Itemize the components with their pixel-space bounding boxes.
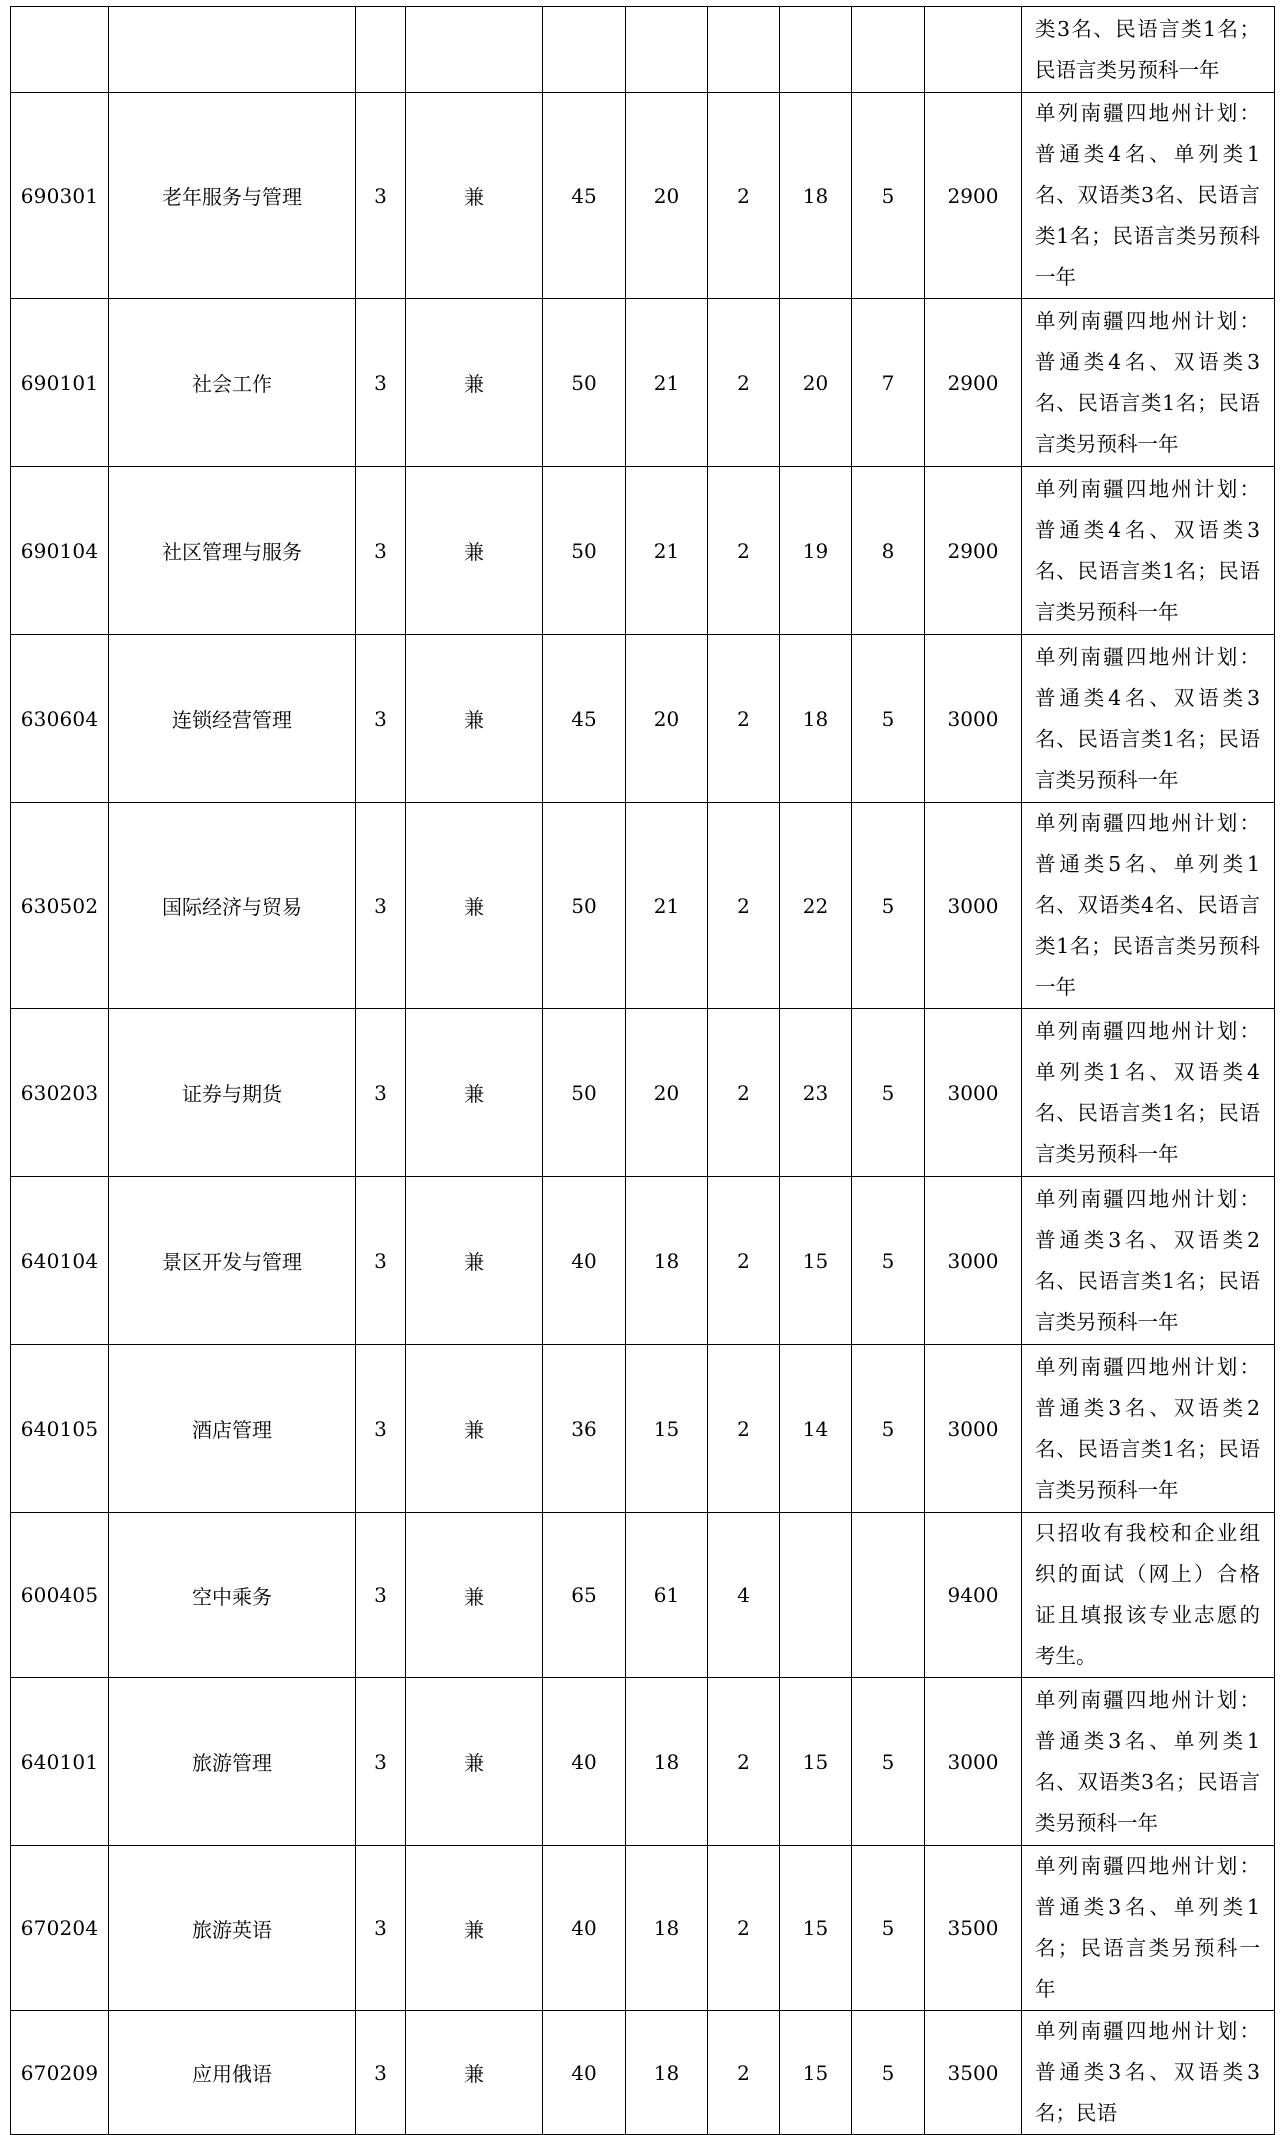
plan-count-a-cell: 15 <box>626 1345 708 1513</box>
plan-total-cell: 45 <box>543 635 626 803</box>
study-years-cell: 3 <box>356 803 406 1009</box>
plan-count-b-cell: 2 <box>708 1009 780 1177</box>
major-name-cell: 应用俄语 <box>109 2011 356 2135</box>
plan-total-cell <box>543 7 626 93</box>
major-name-cell: 社会工作 <box>109 299 356 467</box>
major-name-cell: 空中乘务 <box>109 1513 356 1678</box>
remarks-cell: 单列南疆四地州计划：普通类5名、单列类1名、双语类4名、民语言类1名；民语言类另预科一年 <box>1022 803 1275 1009</box>
table-row <box>11 1345 1275 1513</box>
subject-type-cell: 兼 <box>406 299 543 467</box>
table-row <box>11 1513 1275 1678</box>
subject-type-cell: 兼 <box>406 1345 543 1513</box>
subject-type-cell: 兼 <box>406 1678 543 1846</box>
table-row <box>11 7 1275 93</box>
plan-count-b-cell: 2 <box>708 1345 780 1513</box>
major-code-cell: 690301 <box>11 93 109 299</box>
major-name-cell: 旅游管理 <box>109 1678 356 1846</box>
table-row <box>11 1846 1275 2011</box>
study-years-cell: 3 <box>356 2011 406 2135</box>
plan-count-b-cell: 2 <box>708 2011 780 2135</box>
major-code-cell: 690104 <box>11 467 109 635</box>
plan-count-c-cell: 18 <box>780 93 852 299</box>
plan-count-a-cell: 18 <box>626 2011 708 2135</box>
plan-count-d-cell: 5 <box>852 1846 925 2011</box>
subject-type-cell: 兼 <box>406 1513 543 1678</box>
major-code-cell: 690101 <box>11 299 109 467</box>
major-code-cell: 630502 <box>11 803 109 1009</box>
study-years-cell: 3 <box>356 1345 406 1513</box>
table-row <box>11 2011 1275 2135</box>
major-code-cell <box>11 7 109 93</box>
plan-count-d-cell: 5 <box>852 93 925 299</box>
major-name-cell: 酒店管理 <box>109 1345 356 1513</box>
major-name-cell <box>109 7 356 93</box>
study-years-cell: 3 <box>356 1513 406 1678</box>
plan-count-a-cell: 18 <box>626 1846 708 2011</box>
subject-type-cell: 兼 <box>406 1177 543 1345</box>
remarks-cell: 单列南疆四地州计划：普通类4名、双语类3名、民语言类1名；民语言类另预科一年 <box>1022 635 1275 803</box>
plan-count-b-cell: 4 <box>708 1513 780 1678</box>
tuition-fee-cell: 3000 <box>925 803 1022 1009</box>
plan-total-cell: 36 <box>543 1345 626 1513</box>
plan-count-c-cell: 15 <box>780 1678 852 1846</box>
plan-total-cell: 40 <box>543 1846 626 2011</box>
tuition-fee-cell: 3500 <box>925 1846 1022 2011</box>
study-years-cell: 3 <box>356 635 406 803</box>
plan-total-cell: 65 <box>543 1513 626 1678</box>
table-row <box>11 1177 1275 1345</box>
plan-count-a-cell: 21 <box>626 299 708 467</box>
plan-count-b-cell: 2 <box>708 635 780 803</box>
plan-count-c-cell: 15 <box>780 2011 852 2135</box>
plan-count-b-cell: 2 <box>708 467 780 635</box>
remarks-cell: 单列南疆四地州计划：普通类3名、单列类1名；民语言类另预科一年 <box>1022 1846 1275 2011</box>
tuition-fee-cell: 3000 <box>925 1177 1022 1345</box>
plan-total-cell: 40 <box>543 1177 626 1345</box>
subject-type-cell: 兼 <box>406 1009 543 1177</box>
tuition-fee-cell: 3000 <box>925 1345 1022 1513</box>
study-years-cell: 3 <box>356 93 406 299</box>
study-years-cell: 3 <box>356 467 406 635</box>
plan-count-b-cell: 2 <box>708 1177 780 1345</box>
major-code-cell: 630203 <box>11 1009 109 1177</box>
plan-count-b-cell: 2 <box>708 93 780 299</box>
table-row <box>11 803 1275 1009</box>
plan-count-a-cell: 18 <box>626 1678 708 1846</box>
plan-count-c-cell: 14 <box>780 1345 852 1513</box>
study-years-cell: 3 <box>356 1177 406 1345</box>
table-row <box>11 635 1275 803</box>
major-code-cell: 600405 <box>11 1513 109 1678</box>
plan-count-d-cell <box>852 7 925 93</box>
major-name-cell: 景区开发与管理 <box>109 1177 356 1345</box>
plan-count-d-cell: 5 <box>852 1345 925 1513</box>
study-years-cell: 3 <box>356 1846 406 2011</box>
subject-type-cell: 兼 <box>406 2011 543 2135</box>
plan-total-cell: 50 <box>543 467 626 635</box>
table-row <box>11 467 1275 635</box>
plan-count-c-cell: 15 <box>780 1177 852 1345</box>
remarks-cell: 单列南疆四地州计划：普通类4名、双语类3名、民语言类1名；民语言类另预科一年 <box>1022 467 1275 635</box>
plan-total-cell: 50 <box>543 803 626 1009</box>
remarks-cell: 单列南疆四地州计划：普通类4名、双语类3名、民语言类1名；民语言类另预科一年 <box>1022 299 1275 467</box>
plan-count-a-cell: 20 <box>626 635 708 803</box>
tuition-fee-cell: 2900 <box>925 93 1022 299</box>
table-row <box>11 1678 1275 1846</box>
plan-count-d-cell: 5 <box>852 803 925 1009</box>
plan-count-c-cell <box>780 1513 852 1678</box>
remarks-cell: 只招收有我校和企业组织的面试（网上）合格证且填报该专业志愿的考生。 <box>1022 1513 1275 1678</box>
tuition-fee-cell: 2900 <box>925 467 1022 635</box>
major-code-cell: 670209 <box>11 2011 109 2135</box>
remarks-cell: 单列南疆四地州计划：普通类3名、双语类2名、民语言类1名；民语言类另预科一年 <box>1022 1345 1275 1513</box>
enrollment-plan-table <box>10 6 1275 2135</box>
remarks-cell: 类3名、民语言类1名；民语言类另预科一年 <box>1022 7 1275 93</box>
plan-count-d-cell: 5 <box>852 1177 925 1345</box>
subject-type-cell: 兼 <box>406 467 543 635</box>
major-code-cell: 630604 <box>11 635 109 803</box>
subject-type-cell: 兼 <box>406 635 543 803</box>
study-years-cell: 3 <box>356 1678 406 1846</box>
plan-count-a-cell: 20 <box>626 93 708 299</box>
subject-type-cell: 兼 <box>406 93 543 299</box>
remarks-cell: 单列南疆四地州计划：普通类3名、双语类2名、民语言类1名；民语言类另预科一年 <box>1022 1177 1275 1345</box>
plan-count-a-cell: 18 <box>626 1177 708 1345</box>
study-years-cell <box>356 7 406 93</box>
plan-count-b-cell: 2 <box>708 299 780 467</box>
plan-count-c-cell: 20 <box>780 299 852 467</box>
major-name-cell: 证券与期货 <box>109 1009 356 1177</box>
plan-count-a-cell: 21 <box>626 803 708 1009</box>
plan-count-d-cell: 7 <box>852 299 925 467</box>
plan-count-a-cell: 21 <box>626 467 708 635</box>
plan-count-d-cell: 8 <box>852 467 925 635</box>
remarks-cell: 单列南疆四地州计划：普通类3名、单列类1名、双语类3名；民语言类另预科一年 <box>1022 1678 1275 1846</box>
plan-count-a-cell: 20 <box>626 1009 708 1177</box>
major-code-cell: 640105 <box>11 1345 109 1513</box>
plan-count-d-cell: 5 <box>852 2011 925 2135</box>
plan-total-cell: 40 <box>543 1678 626 1846</box>
major-code-cell: 640101 <box>11 1678 109 1846</box>
table-row <box>11 93 1275 299</box>
plan-count-b-cell: 2 <box>708 1678 780 1846</box>
major-code-cell: 640104 <box>11 1177 109 1345</box>
subject-type-cell: 兼 <box>406 1846 543 2011</box>
major-name-cell: 社区管理与服务 <box>109 467 356 635</box>
tuition-fee-cell <box>925 7 1022 93</box>
remarks-cell: 单列南疆四地州计划：单列类1名、双语类4名、民语言类1名；民语言类另预科一年 <box>1022 1009 1275 1177</box>
plan-count-d-cell: 5 <box>852 1678 925 1846</box>
plan-count-d-cell <box>852 1513 925 1678</box>
study-years-cell: 3 <box>356 1009 406 1177</box>
plan-count-d-cell: 5 <box>852 635 925 803</box>
major-code-cell: 670204 <box>11 1846 109 2011</box>
tuition-fee-cell: 3500 <box>925 2011 1022 2135</box>
plan-count-b-cell <box>708 7 780 93</box>
tuition-fee-cell: 3000 <box>925 635 1022 803</box>
plan-count-a-cell <box>626 7 708 93</box>
subject-type-cell <box>406 7 543 93</box>
plan-total-cell: 50 <box>543 1009 626 1177</box>
tuition-fee-cell: 3000 <box>925 1009 1022 1177</box>
plan-count-d-cell: 5 <box>852 1009 925 1177</box>
table-row <box>11 299 1275 467</box>
plan-total-cell: 50 <box>543 299 626 467</box>
plan-count-c-cell <box>780 7 852 93</box>
tuition-fee-cell: 3000 <box>925 1678 1022 1846</box>
remarks-cell: 单列南疆四地州计划：普通类3名、双语类3名；民语 <box>1022 2011 1275 2135</box>
plan-count-c-cell: 23 <box>780 1009 852 1177</box>
plan-count-c-cell: 18 <box>780 635 852 803</box>
plan-total-cell: 45 <box>543 93 626 299</box>
remarks-cell: 单列南疆四地州计划：普通类4名、单列类1名、双语类3名、民语言类1名；民语言类另预科一年 <box>1022 93 1275 299</box>
major-name-cell: 旅游英语 <box>109 1846 356 2011</box>
plan-count-c-cell: 15 <box>780 1846 852 2011</box>
plan-count-c-cell: 19 <box>780 467 852 635</box>
major-name-cell: 连锁经营管理 <box>109 635 356 803</box>
subject-type-cell: 兼 <box>406 803 543 1009</box>
plan-count-a-cell: 61 <box>626 1513 708 1678</box>
plan-total-cell: 40 <box>543 2011 626 2135</box>
tuition-fee-cell: 2900 <box>925 299 1022 467</box>
study-years-cell: 3 <box>356 299 406 467</box>
plan-count-c-cell: 22 <box>780 803 852 1009</box>
major-name-cell: 老年服务与管理 <box>109 93 356 299</box>
tuition-fee-cell: 9400 <box>925 1513 1022 1678</box>
plan-count-b-cell: 2 <box>708 1846 780 2011</box>
major-name-cell: 国际经济与贸易 <box>109 803 356 1009</box>
table-row <box>11 1009 1275 1177</box>
plan-count-b-cell: 2 <box>708 803 780 1009</box>
